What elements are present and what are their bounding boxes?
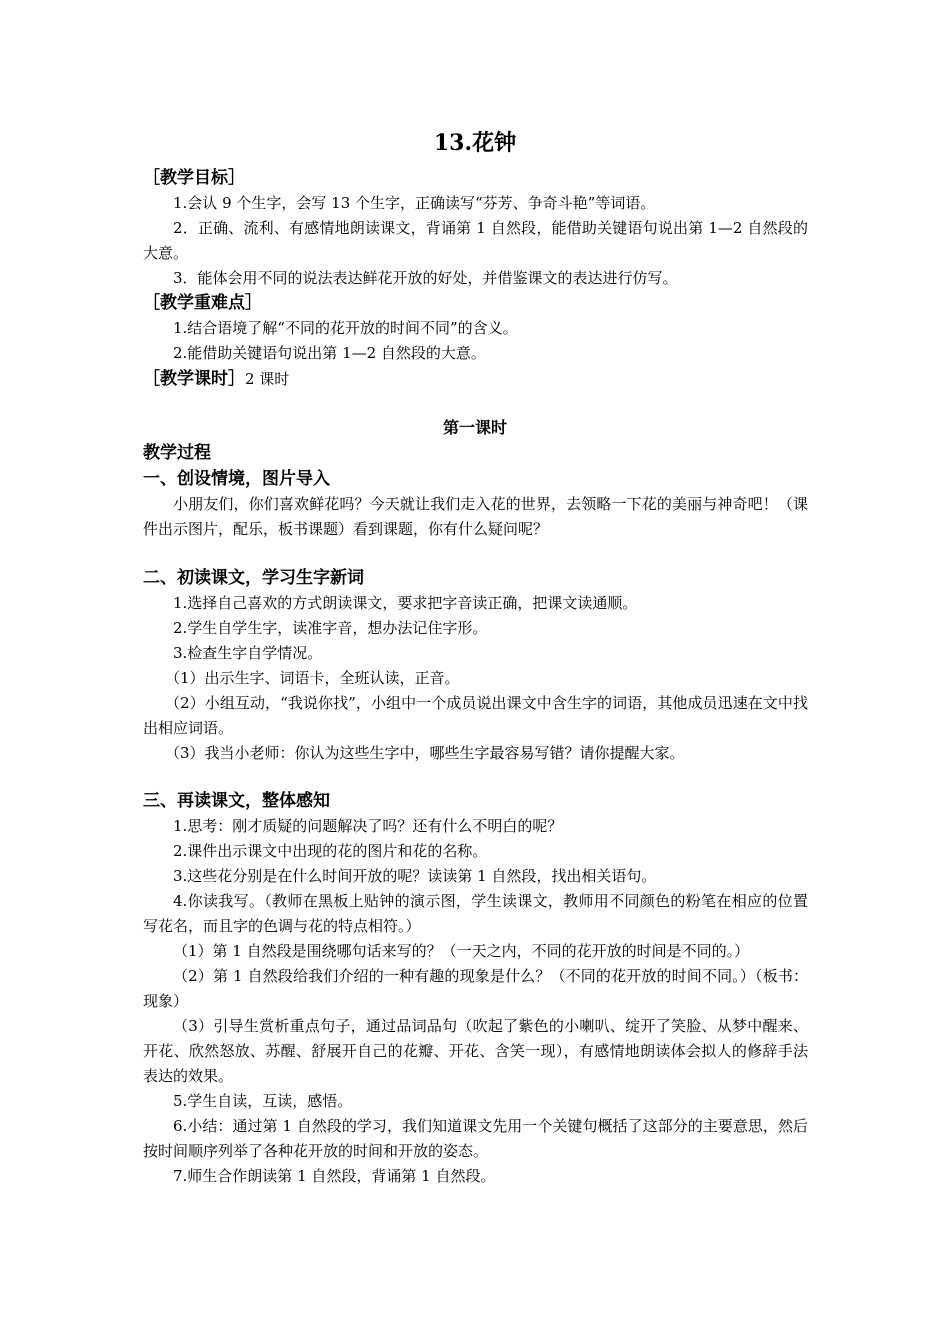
section3-item: 7.师生合作朗读第 1 自然段，背诵第 1 自然段。 [173, 1167, 496, 1185]
key-point-item: 1.结合语境了解“不同的花开放的时间不同”的含义。 [173, 319, 518, 337]
class-hours-section [143, 366, 808, 392]
section2-sub-item: （1）出示生字、词语卡，全班认读，正音。 [165, 669, 460, 687]
class-hours-value: 2 课时 [245, 370, 290, 388]
key-point-item: 2.能借助关键语句说出第 1—2 自然段的大意。 [173, 344, 486, 362]
section2 [143, 565, 808, 766]
section1-heading: 一、创设情境，图片导入 [143, 469, 330, 489]
section2-item: 3.检查生字自学情况。 [173, 644, 323, 662]
objectives-heading: ［教学目标］ [143, 168, 245, 188]
objective-item: 3．能体会用不同的说法表达鲜花开放的好处，并借鉴课文的表达进行仿写。 [173, 269, 678, 287]
objective-item: 1.会认 9 个生字，会写 13 个生字，正确读写“芬芳、争奇斗艳”等词语。 [173, 194, 656, 212]
section3-item: 4.你读我写。（教师在黑板上贴钟的演示图，学生读课文，教师用不同颜色的粉笔在相应的位置写花名，而且字的色调与花的特点相符。） [143, 892, 808, 935]
key-points-heading: ［教学重难点］ [143, 293, 262, 313]
section3-item: 3.这些花分别是在什么时间开放的呢？读读第 1 自然段，找出相关语句。 [173, 867, 657, 885]
section3-sub-item: （1）第 1 自然段是围绕哪句话来写的？（一天之内，不同的花开放的时间是不同的。） [173, 942, 750, 960]
section3-heading: 三、再读课文，整体感知 [143, 791, 330, 811]
process-title: 教学过程 [143, 443, 211, 463]
section3-sub-item: （2）第 1 自然段给我们介绍的一种有趣的现象是什么？（不同的花开放的时间不同。）（板书：现象） [143, 967, 808, 1010]
key-points-section [143, 290, 808, 366]
section3-item: 2.课件出示课文中出现的花的图片和花的名称。 [173, 842, 488, 860]
section1-paragraph: 小朋友们，你们喜欢鲜花吗？今天就让我们走入花的世界，去领略一下花的美丽与神奇吧！（课件出示图片，配乐，板书课题）看到课题，你有什么疑问呢？ [143, 495, 808, 538]
section2-sub-item: （3）我当小老师：你认为这些生字中，哪些生字最容易写错？请你提醒大家。 [165, 744, 685, 762]
section2-item: 2.学生自学生字，读准字音，想办法记住字形。 [173, 619, 488, 637]
class-hours-heading: ［教学课时］ [143, 369, 245, 389]
objectives-section [143, 165, 808, 291]
section3-item: 5.学生自读，互读，感悟。 [173, 1092, 353, 1110]
section3-item: 6.小结：通过第 1 自然段的学习，我们知道课文先用一个关键句概括了这部分的主要意思，然后按时间顺序列举了各种花开放的时间和开放的姿态。 [143, 1117, 808, 1160]
section3-sub-item: （3）引导生赏析重点句子，通过品词品句（吹起了紫色的小喇叭、绽开了笑脸、从梦中醒来、开花、欣然怒放、苏醒、舒展开自己的花瓣、开花、含笑一现），有感情地朗读体会拟人的修辞手法表达的效果。 [143, 1017, 808, 1085]
process-section [143, 440, 808, 542]
page-title: 13.花钟 [433, 130, 517, 156]
section3 [143, 788, 808, 1189]
objective-item: 2．正确、流利、有感情地朗读课文，背诵第 1 自然段，能借助关键语句说出第 1—2 自然段的大意。 [143, 219, 808, 262]
section2-item: 1.选择自己喜欢的方式朗读课文，要求把字音读正确，把课文读通顺。 [173, 594, 638, 612]
lesson-title: 第一课时 [442, 418, 507, 437]
section2-sub-item: （2）小组互动，“我说你找”，小组中一个成员说出课文中含生字的词语，其他成员迅速在文中找出相应词语。 [143, 694, 808, 737]
section3-item: 1.思考：刚才质疑的问题解决了吗？还有什么不明白的呢？ [173, 817, 563, 835]
section2-heading: 二、初读课文，学习生字新词 [143, 568, 364, 588]
